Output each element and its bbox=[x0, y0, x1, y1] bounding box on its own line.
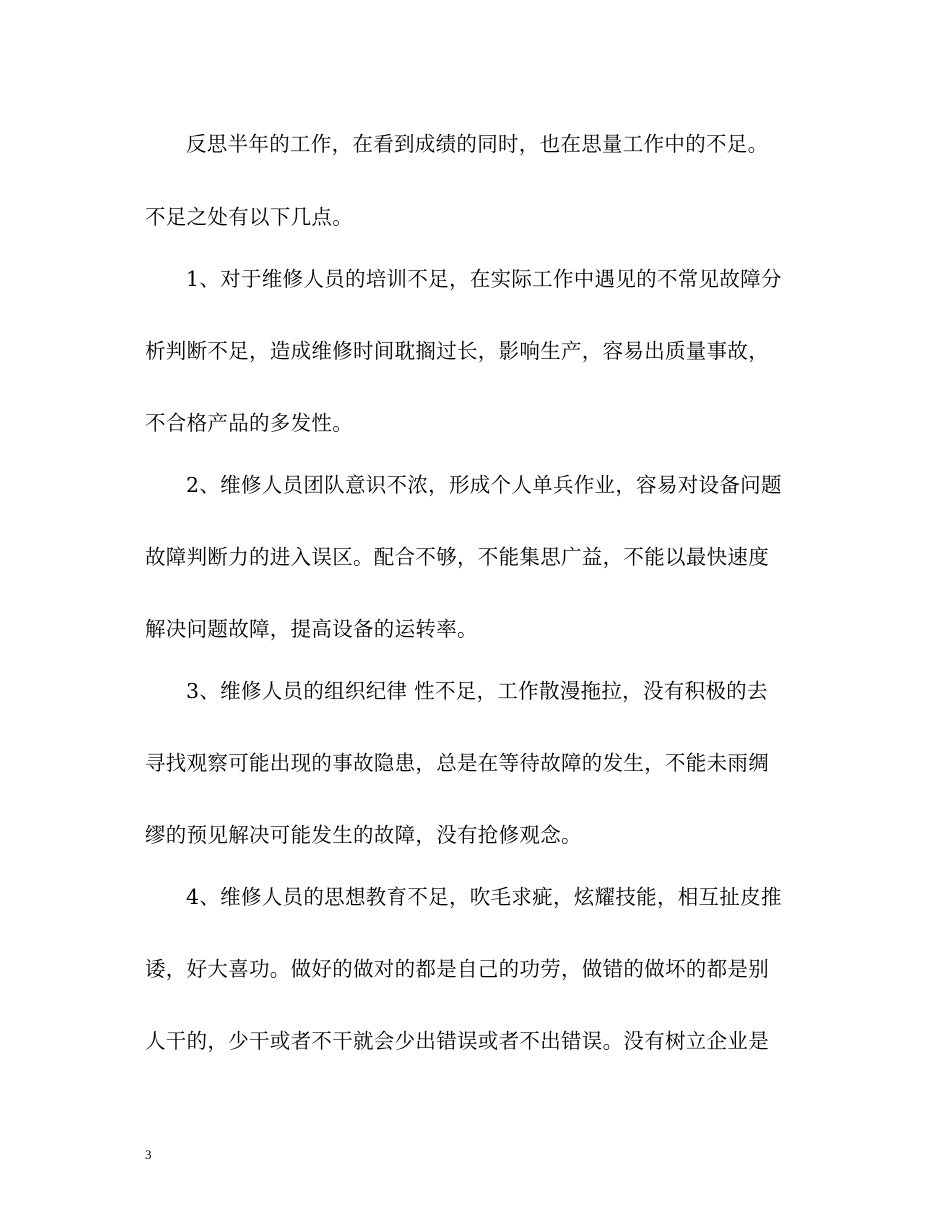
paragraph-item-4-line-3: 人干的，少干或者不干就会少出错误或者不出错误。没有树立企业是 bbox=[145, 1029, 769, 1053]
paragraph-item-1-line-1: 1、对于维修人员的培训不足，在实际工作中遇见的不常见故障分 bbox=[186, 267, 782, 291]
paragraph-item-3-line-3: 缪的预见解决可能发生的故障，没有抢修观念。 bbox=[145, 823, 582, 847]
paragraph-item-4-line-1: 4、维修人员的思想教育不足，吹毛求疵，炫耀技能，相互扯皮推 bbox=[186, 885, 782, 909]
paragraph-item-2-line-2: 故障判断力的进入误区。配合不够，不能集思广益，不能以最快速度 bbox=[145, 545, 769, 569]
paragraph-item-3-line-2: 寻找观察可能出现的事故隐患，总是在等待故障的发生，不能未雨绸 bbox=[145, 751, 769, 775]
paragraph-item-2-line-1: 2、维修人员团队意识不浓，形成个人单兵作业，容易对设备问题 bbox=[186, 473, 782, 497]
paragraph-item-2-line-3: 解决问题故障，提高设备的运转率。 bbox=[145, 617, 478, 641]
paragraph-item-1-line-3: 不合格产品的多发性。 bbox=[145, 411, 353, 435]
paragraph-item-1-line-2: 析判断不足，造成维修时间耽搁过长，影响生产，容易出质量事故， bbox=[145, 339, 769, 363]
paragraph-intro-line-1: 反思半年的工作，在看到成绩的同时，也在思量工作中的不足。 bbox=[186, 132, 769, 156]
paragraph-item-3-line-1: 3、维修人员的组织纪律 性不足，工作散漫拖拉，没有积极的去 bbox=[186, 679, 768, 703]
paragraph-item-4-line-2: 诿，好大喜功。做好的做对的都是自己的功劳，做错的做坏的都是别 bbox=[145, 957, 769, 981]
paragraph-intro-line-2: 不足之处有以下几点。 bbox=[145, 205, 353, 229]
page-number: 3 bbox=[145, 1147, 152, 1162]
